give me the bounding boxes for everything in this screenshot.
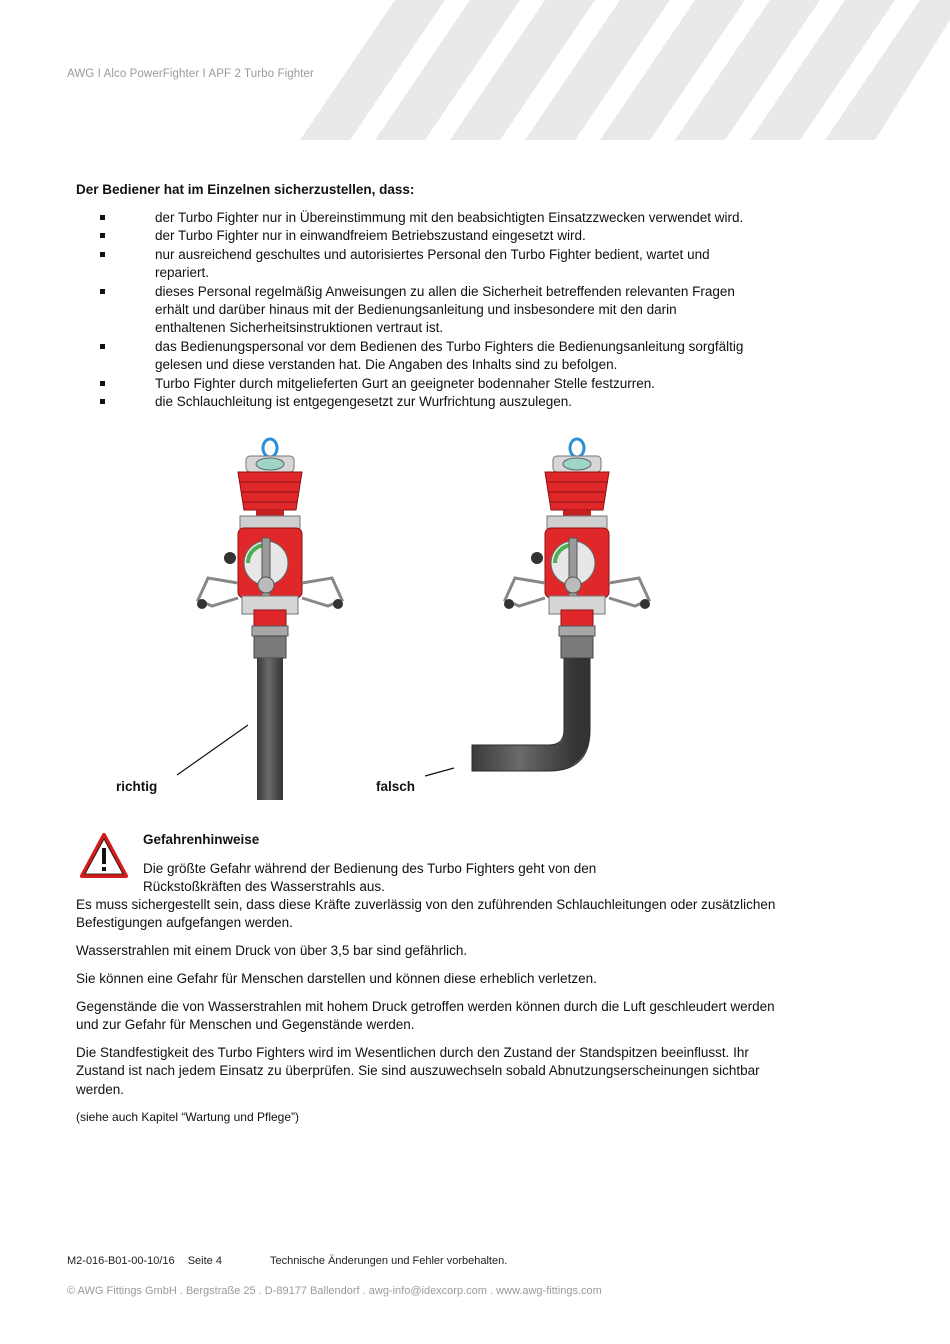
footer-notice: Technische Änderungen und Fehler vorbehalten.: [270, 1255, 508, 1267]
turbo-fighter-illustration: [0, 430, 950, 810]
warning-text: Die größte Gefahr während der Bedienung des Turbo Fighters geht von den Rückstoßkräften des Wasserstrahls aus.: [143, 861, 597, 895]
warning-title: Gefahrenhinweise: [143, 832, 260, 847]
list-item: Turbo Fighter durch mitgelieferten Gurt an geeigneter bodennaher Stelle festzurren.: [100, 375, 750, 393]
label-wrong: falsch: [376, 779, 416, 794]
bent-hose: [472, 658, 577, 758]
bullet-icon: [100, 399, 105, 404]
header-title: AWG I Alco PowerFighter I APF 2 Turbo Fighter: [67, 68, 314, 80]
page-number: Seite 4: [187, 1255, 222, 1267]
list-item: das Bedienungspersonal vor dem Bedienen des Turbo Fighters die Bedienungsanleitung sorgfältig gelesen und diese verstanden hat. Die Angaben des Inhalts sind zu befolgen.: [100, 338, 750, 375]
straight-hose: [257, 658, 283, 800]
paragraph: Wasserstrahlen mit einem Druck von über 3,5 bar sind gefährlich.: [76, 943, 468, 958]
section-heading: Der Bediener hat im Einzelnen sicherzustellen, dass:: [76, 182, 415, 197]
requirements-list: [100, 209, 750, 411]
bullet-icon: [100, 233, 105, 238]
paragraph: Gegenstände die von Wasserstrahlen mit hohem Druck getroffen werden können durch die Luft geschleudert werden und zur Gefahr für Menschen und Gegenstände werden.: [76, 999, 775, 1033]
list-item: dieses Personal regelmäßig Anweisungen zu allen die Sicherheit betreffenden relevanten Fragen erhält und darüber hinaus mit der Bedienungsanleitung und insbesondere mit den darin enthaltenen Sicherheitsinstruktionen vertraut ist.: [100, 283, 750, 338]
paragraph: Sie können eine Gefahr für Menschen darstellen und können diese erheblich verletzen.: [76, 971, 597, 986]
paragraph: Es muss sichergestellt sein, dass diese Kräfte zuverlässig von den zuführenden Schlauchleitungen oder zusätzlichen Befestigungen aufgefangen werden.: [76, 897, 776, 931]
doc-number: M2-016-B01-00-10/16: [67, 1255, 175, 1267]
list-item: der Turbo Fighter nur in einwandfreiem Betriebszustand eingesetzt wird.: [100, 227, 750, 245]
footer-doc-info: [67, 1255, 232, 1267]
bullet-icon: [100, 215, 105, 220]
bullet-icon: [100, 381, 105, 386]
list-item: die Schlauchleitung ist entgegengesetzt zur Wurfrichtung auszulegen.: [100, 393, 750, 411]
header-stripes-graphic: [300, 0, 950, 140]
warning-triangle-icon: [79, 832, 129, 880]
bullet-icon: [100, 252, 105, 257]
label-correct: richtig: [116, 779, 158, 794]
paragraph: Die Standfestigkeit des Turbo Fighters wird im Wesentlichen durch den Zustand der Standspitzen beeinflusst. Ihr Zustand ist nach jedem Einsatz zu überprüfen. Sie sind auszuwechseln sobald Abnutzungserscheinungen sichtbar werden.: [76, 1045, 760, 1097]
footer-company-line: © AWG Fittings GmbH . Bergstraße 25 . D-89177 Ballendorf . awg-info@idexcorp.com . www.awg-fittings.com: [67, 1285, 602, 1297]
list-item: nur ausreichend geschultes und autorisiertes Personal den Turbo Fighter bedient, wartet und repariert.: [100, 246, 750, 283]
bullet-icon: [100, 289, 105, 294]
paragraph-reference: (siehe auch Kapitel “Wartung und Pflege”): [76, 1110, 300, 1124]
list-item: der Turbo Fighter nur in Übereinstimmung mit den beabsichtigten Einsatzzwecken verwendet wird.: [100, 209, 750, 227]
bullet-icon: [100, 344, 105, 349]
